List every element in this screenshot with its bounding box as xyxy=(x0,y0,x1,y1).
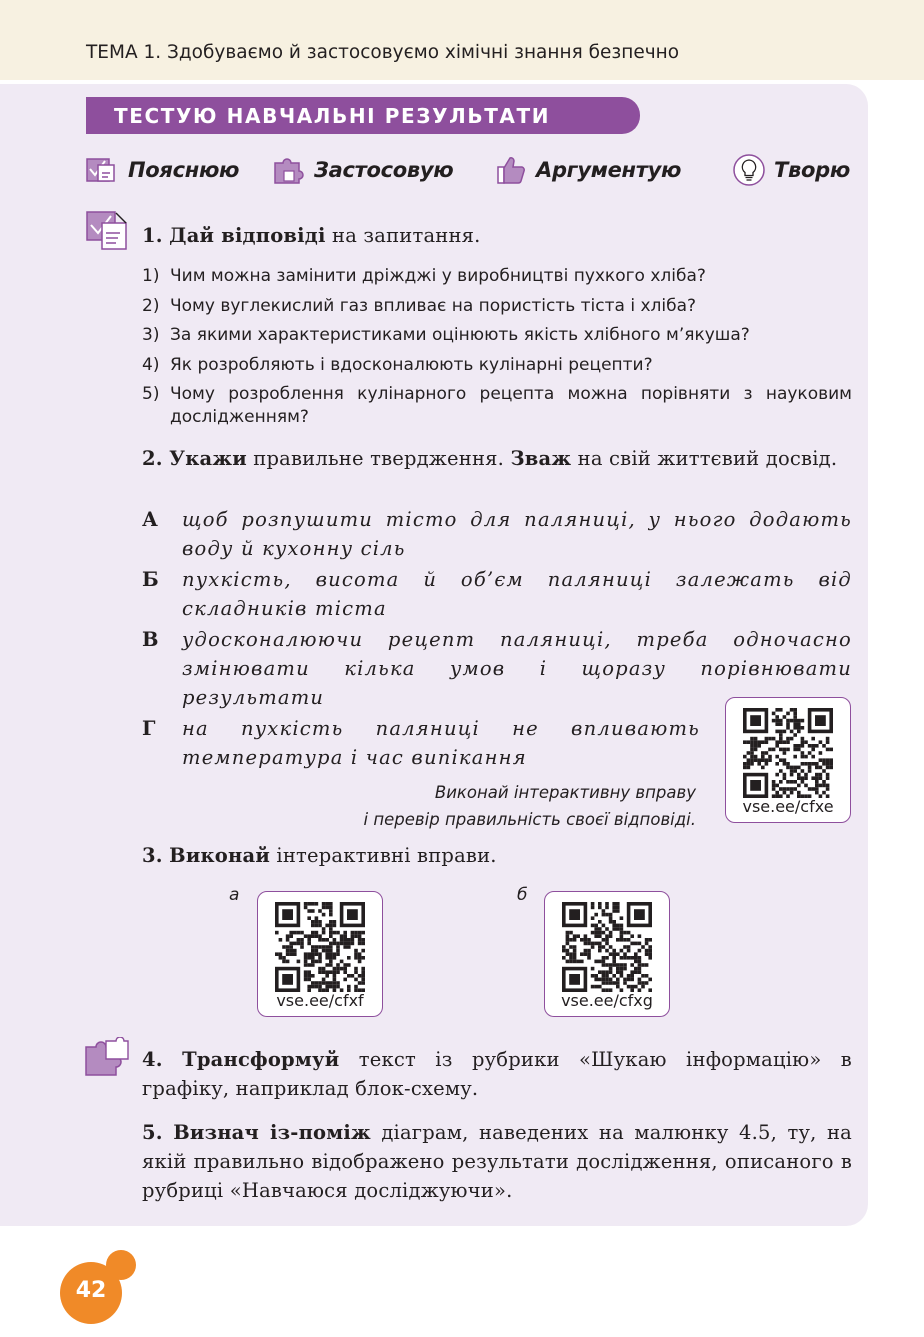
thumbs-up-icon xyxy=(494,153,528,187)
legend-label: Творю xyxy=(774,158,850,182)
explain-icon xyxy=(86,211,132,253)
page-number: 42 xyxy=(75,1278,107,1303)
answer-option-b xyxy=(142,565,852,623)
question-number: 1) xyxy=(142,266,160,286)
task-5-heading xyxy=(142,1118,852,1205)
task-verb: Укажи xyxy=(169,447,247,470)
puzzle-icon xyxy=(272,153,306,187)
qr-card-cfxf[interactable] xyxy=(257,891,383,1017)
question-number: 2) xyxy=(142,295,160,316)
task-verb: Дай відповіді xyxy=(169,224,326,247)
question-text: За якими характеристиками оцінюють якість хлібного м’якуша? xyxy=(170,325,750,345)
task-verb: Виконай xyxy=(169,844,270,867)
answer-option-g xyxy=(142,714,700,772)
header-band xyxy=(0,0,924,80)
qr-link[interactable]: vse.ee/cfxf xyxy=(276,991,364,1010)
option-letter: Б xyxy=(142,568,159,591)
answer-option-a xyxy=(142,505,852,563)
list-item xyxy=(142,262,852,292)
task-4-heading xyxy=(142,1045,852,1103)
qr-code-icon xyxy=(743,708,833,798)
task-text: на запитання. xyxy=(325,224,481,247)
question-text: Чому вуглекислий газ впливає на пористість тіста і хліба? xyxy=(170,295,697,316)
page-number-badge xyxy=(60,1262,122,1324)
question-number: 3) xyxy=(142,325,160,345)
task-verb: Зваж xyxy=(510,447,572,470)
task-number: 3. xyxy=(142,844,163,867)
list-item xyxy=(142,292,852,322)
task-text: на свій життєвий досвід. xyxy=(571,447,838,470)
task-number: 1. xyxy=(142,224,163,247)
option-letter: В xyxy=(142,628,159,651)
task-number: 4. xyxy=(142,1048,163,1071)
list-item xyxy=(142,321,852,351)
lightbulb-icon xyxy=(732,153,766,187)
question-number: 5) xyxy=(142,384,160,404)
task-3-heading xyxy=(142,841,852,870)
qr-card-cfxg[interactable] xyxy=(544,891,670,1017)
qr-tag: б xyxy=(517,885,528,905)
option-text: пухкість, висота й об’єм паляниці залежать від складників тіста xyxy=(182,568,852,620)
task-2-heading xyxy=(142,444,852,473)
task-text: діаграм, наведених на малюнку 4.5, ту, на якій правильно відображено результати дослідження, описаного в рубриці «Навчаюся досліджуючи». xyxy=(142,1121,852,1202)
task-text: правильне твердження. xyxy=(246,447,511,470)
task-number: 2. xyxy=(142,447,163,470)
qr-link[interactable]: vse.ee/cfxe xyxy=(742,797,834,816)
question-text: Чому розроблення кулінарного рецепта можна порівняти з науковим дослідженням? xyxy=(170,384,852,427)
task-text: інтерактивні вправи. xyxy=(269,844,497,867)
option-text: щоб розпушити тісто для паляниці, у нього додають воду й кухонну сіль xyxy=(182,508,852,560)
section-banner xyxy=(86,97,640,134)
interactive-note xyxy=(364,779,696,833)
qr-tag: а xyxy=(229,885,240,905)
qr-link[interactable]: vse.ee/cfxg xyxy=(561,991,653,1010)
section-title: ТЕСТУЮ НАВЧАЛЬНІ РЕЗУЛЬТАТИ xyxy=(114,104,551,128)
question-list xyxy=(142,262,852,432)
legend-apply xyxy=(272,153,453,187)
question-text: Чим можна замінити дріжджі у виробництві пухкого хліба? xyxy=(170,266,706,286)
qr-card-cfxe[interactable] xyxy=(725,697,851,823)
legend-argue xyxy=(494,153,681,187)
qr-code-icon xyxy=(275,902,365,992)
task-verb: Трансформуй xyxy=(182,1048,340,1071)
list-item xyxy=(142,380,852,432)
question-number: 4) xyxy=(142,354,160,375)
task-number: 5. xyxy=(142,1121,163,1144)
legend-explain xyxy=(86,153,239,187)
topic-header: ТЕМА 1. Здобуваємо й застосовуємо хімічні знання безпечно xyxy=(86,42,680,63)
list-item xyxy=(142,351,852,381)
puzzle-icon xyxy=(84,1037,130,1079)
option-text: на пухкість паляниці не впливають температура і час випікання xyxy=(182,717,700,769)
task-text: текст із рубрики «Шукаю інформацію» в графіку, наприклад блок-схему. xyxy=(142,1048,852,1100)
legend-label: Аргументую xyxy=(536,158,682,182)
note-line: Виконай інтерактивну вправу xyxy=(434,783,696,802)
explain-icon xyxy=(86,153,120,187)
legend-label: Пояснюю xyxy=(128,158,240,182)
legend-create xyxy=(732,153,850,187)
note-line: і перевір правильність своєї відповіді. xyxy=(363,810,696,829)
option-text: удосконалюючи рецепт паляниці, треба одночасно змінювати кілька умов і щоразу порівнювати результати xyxy=(182,628,852,709)
qr-code-icon xyxy=(562,902,652,992)
task-1-heading xyxy=(142,221,852,250)
option-letter: А xyxy=(142,508,158,531)
task-verb: Визнач із-поміж xyxy=(173,1121,371,1144)
question-text: Як розробляють і вдосконалюють кулінарні рецепти? xyxy=(170,354,653,375)
option-letter: Г xyxy=(142,717,156,740)
legend-label: Застосовую xyxy=(314,158,454,182)
